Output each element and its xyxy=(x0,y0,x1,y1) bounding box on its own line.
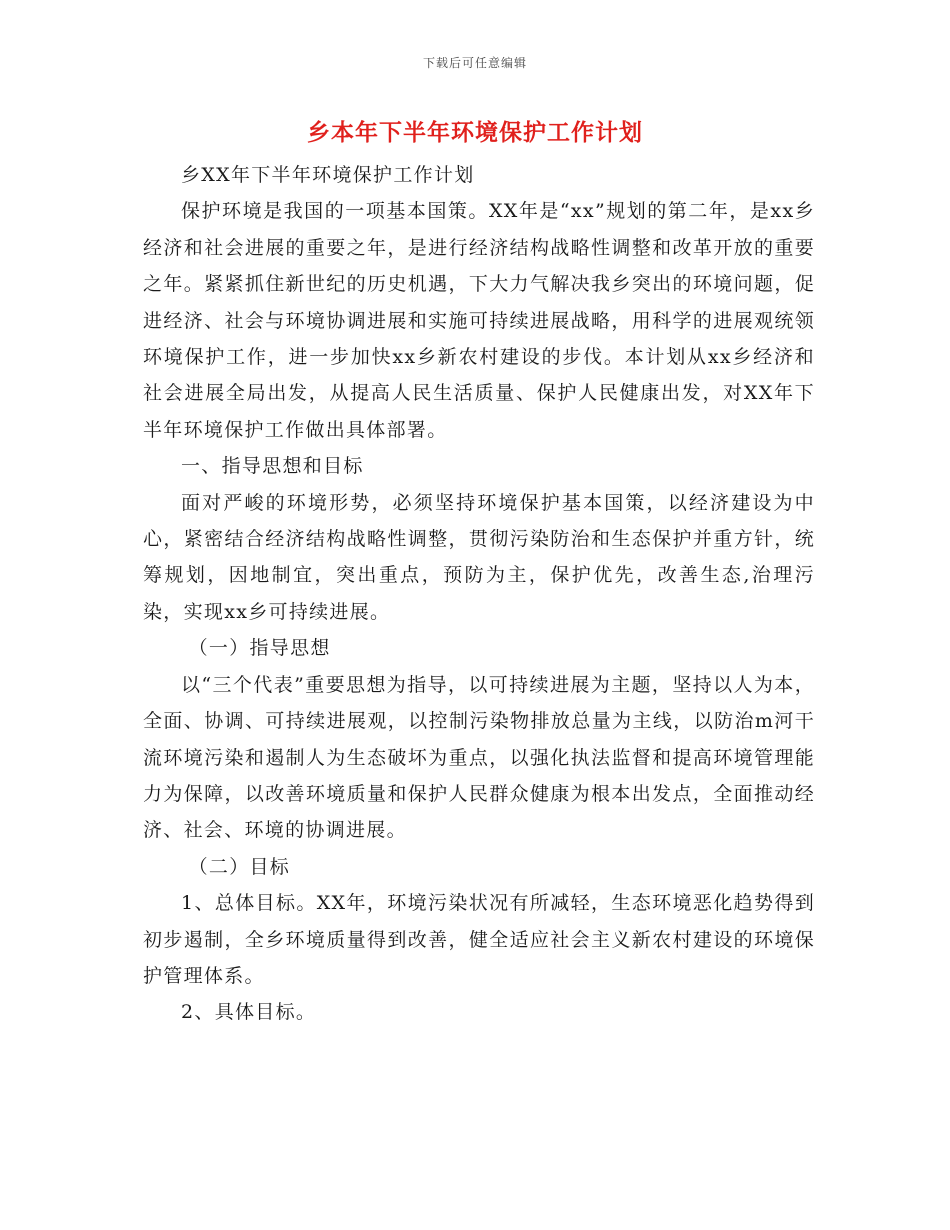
plan-subtitle: 乡XX年下半年环境保护工作计划 xyxy=(181,164,475,186)
intro-paragraph: 保护环境是我国的一项基本国策。XX年是“xx”规划的第二年，是xx乡经济和社会进展的重要之年，是进行经济结构战略性调整和改革开放的重要之年。紧紧抓住新世纪的历史机遇，下大力气解决我乡突出的环境问题，促进经济、社会与环境协调进展和实施可持续进展战略，用科学的进展观统领环境保护工作，进一步加快xx乡新农村建设的步伐。本计划从xx乡经济和社会进展全局出发，从提高人民生活质量、保护人民健康出发，对XX年下半年环境保护工作做出具体部署。 xyxy=(143,200,815,441)
subsection-heading-goals: （二）目标 xyxy=(188,855,291,878)
overall-goal-paragraph: 1、总体目标。XX年，环境污染状况有所减轻，生态环境恶化趋势得到初步遏制，全乡环境质量得到改善，健全适应社会主义新农村建设的环境保护管理体系。 xyxy=(143,892,815,987)
header-note: 下载后可任意编辑 xyxy=(422,56,527,70)
specific-goal-paragraph: 2、具体目标。 xyxy=(181,1001,317,1024)
subsection-heading-guiding-ideology: （一）指导思想 xyxy=(188,637,331,660)
guiding-ideology-paragraph: 以“三个代表”重要思想为指导，以可持续进展为主题，坚持以人为本，全面、协调、可持续进展观，以控制污染物排放总量为主线，以防治m河干流环境污染和遏制人为生态破坏为重点，以强化执法监督和提高环境管理能力为保障，以改善环境质量和保护人民群众健康为根本出发点，全面推动经济、社会、环境的协调进展。 xyxy=(143,673,815,842)
document-title: 乡本年下半年环境保护工作计划 xyxy=(307,119,643,146)
document-body xyxy=(143,157,815,1031)
guidance-overview-paragraph: 面对严峻的环境形势，必须坚持环境保护基本国策，以经济建设为中心，紧密结合经济结构战略性调整，贯彻污染防治和生态保护并重方针，统筹规划，因地制宜，突出重点，预防为主，保护优先，改善生态,治理污染，实现xx乡可持续进展。 xyxy=(143,491,815,623)
section-heading-guidance-goals: 一、指导思想和目标 xyxy=(181,455,364,478)
